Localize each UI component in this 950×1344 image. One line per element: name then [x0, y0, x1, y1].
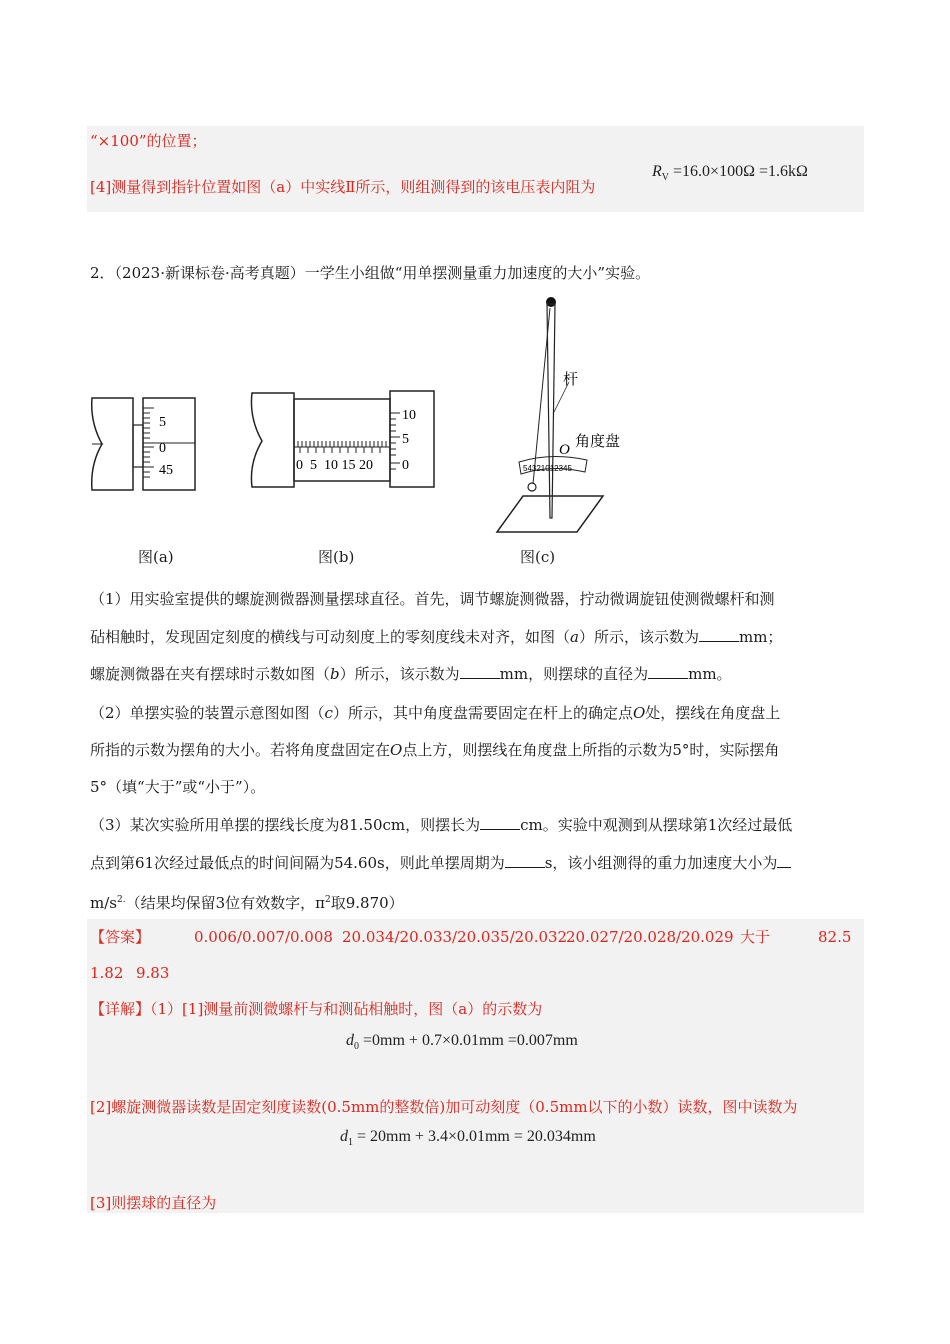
- part2-line1: （2）单摆实验的装置示意图如图（c）所示，其中角度盘需要固定在杆上的确定点O处，摆线在角度盘上: [90, 704, 781, 722]
- part2-line2: 所指的示数为摆角的大小。若将角度盘固定在O点上方，则摆线在角度盘上所指的示数为5°时，实际摆角: [90, 741, 780, 759]
- part3-line1: （3）某次实验所用单摆的摆线长度为81.50cm，则摆长为 cm。实验中观测到从摆球第1次经过最低: [90, 816, 793, 834]
- detail-line-2: [2]螺旋测微器读数是固定刻度读数(0.5mm的整数倍)加可动刻度（0.5mm以下的小数）读数，图中读数为: [90, 1098, 798, 1116]
- detail-line-1: 【详解】（1）[1]测量前测微螺杆与和测砧相触时，图（a）的示数为: [90, 1000, 543, 1018]
- part3-line3: $m/s^{2.}$（结果均保留3位有效数字，$\pi^2$取9.870）: [90, 894, 404, 912]
- figure-b-caption: 图(b): [318, 548, 355, 566]
- fig-c-dial-scale: 54321012345: [523, 464, 572, 473]
- fig-c-point-label: O: [559, 442, 570, 458]
- answer-blank-3[interactable]: [648, 664, 688, 679]
- top-line-2: [4]测量得到指针位置如图（a）中实线Ⅱ所示，则组测得到的该电压表内阻为: [90, 178, 596, 196]
- fig-a-tick-45: 45: [159, 463, 173, 478]
- fig-a-tick-0: 0: [159, 441, 166, 456]
- part2-line3: 5°（填“大于”或“小于”）。: [90, 778, 266, 796]
- top-line-1: “×100”的位置；: [90, 132, 207, 150]
- answer-label: 【答案】: [90, 928, 151, 946]
- fig-b-tick-10: 10: [402, 408, 416, 423]
- fig-b-tick-0: 0: [402, 458, 409, 473]
- fig-c-dial-label: 角度盘: [575, 432, 621, 450]
- figure-c-pendulum: [495, 294, 635, 540]
- answer-value-7: 9.83: [136, 964, 170, 982]
- answer-blank-6[interactable]: [777, 853, 791, 868]
- answer-blank-4[interactable]: [480, 815, 520, 830]
- fig-b-bottom-scale: 0 5 10 15 20: [296, 458, 373, 473]
- answer-value-3: 20.027/20.028/20.029: [566, 928, 734, 946]
- part1-line2: 砧相触时，发现固定刻度的横线与可动刻度上的零刻度线未对齐，如图（a）所示，该示数为 mm；: [90, 628, 783, 646]
- answer-value-2: 20.034/20.033/20.035/20.032: [342, 928, 568, 946]
- detail-formula-1: $d_0 =0mm + 0.7\times 0.01mm =0.007mm$: [346, 1032, 578, 1052]
- answer-value-4: 大于: [740, 928, 771, 946]
- part1-line1: （1）用实验室提供的螺旋测微器测量摆球直径。首先，调节螺旋测微器，拧动微调旋钮使测微螺杆和测: [90, 590, 775, 608]
- figure-a-micrometer: [88, 390, 208, 495]
- part1-line3: 螺旋测微器在夹有摆球时示数如图（b）所示，该示数为 mm，则摆球的直径为 mm。: [90, 665, 732, 683]
- answer-block: [87, 919, 864, 1213]
- answer-blank-1[interactable]: [699, 627, 739, 642]
- figure-b-micrometer: [246, 385, 438, 495]
- fig-c-rod-label: 杆: [563, 370, 579, 388]
- detail-line-3: [3]则摆球的直径为: [90, 1194, 217, 1212]
- answer-blank-5[interactable]: [505, 853, 545, 868]
- fig-b-tick-5: 5: [402, 432, 409, 447]
- answer-value-1: 0.006/0.007/0.008: [194, 928, 333, 946]
- detail-formula-2: $d_1 = 20mm + 3.4\times 0.01mm = 20.034mm$: [340, 1128, 596, 1148]
- figure-c-caption: 图(c): [520, 548, 556, 566]
- answer-blank-2[interactable]: [460, 664, 500, 679]
- question-intro: 2．（2023·新课标卷·高考真题）一学生小组做“用单摆测量重力加速度的大小”实验。: [90, 264, 651, 282]
- part3-line2: 点到第61次经过最低点的时间间隔为54.60s，则此单摆周期为 s，该小组测得的重力加速度大小为: [90, 853, 791, 873]
- fig-a-tick-5: 5: [159, 415, 166, 430]
- answer-value-6: 1.82: [90, 964, 124, 982]
- answer-value-5: 82.5: [818, 928, 852, 946]
- top-formula: $R_V =16.0\times 100\Omega =1.6k\Omega$: [652, 163, 808, 183]
- figure-a-caption: 图(a): [138, 548, 174, 566]
